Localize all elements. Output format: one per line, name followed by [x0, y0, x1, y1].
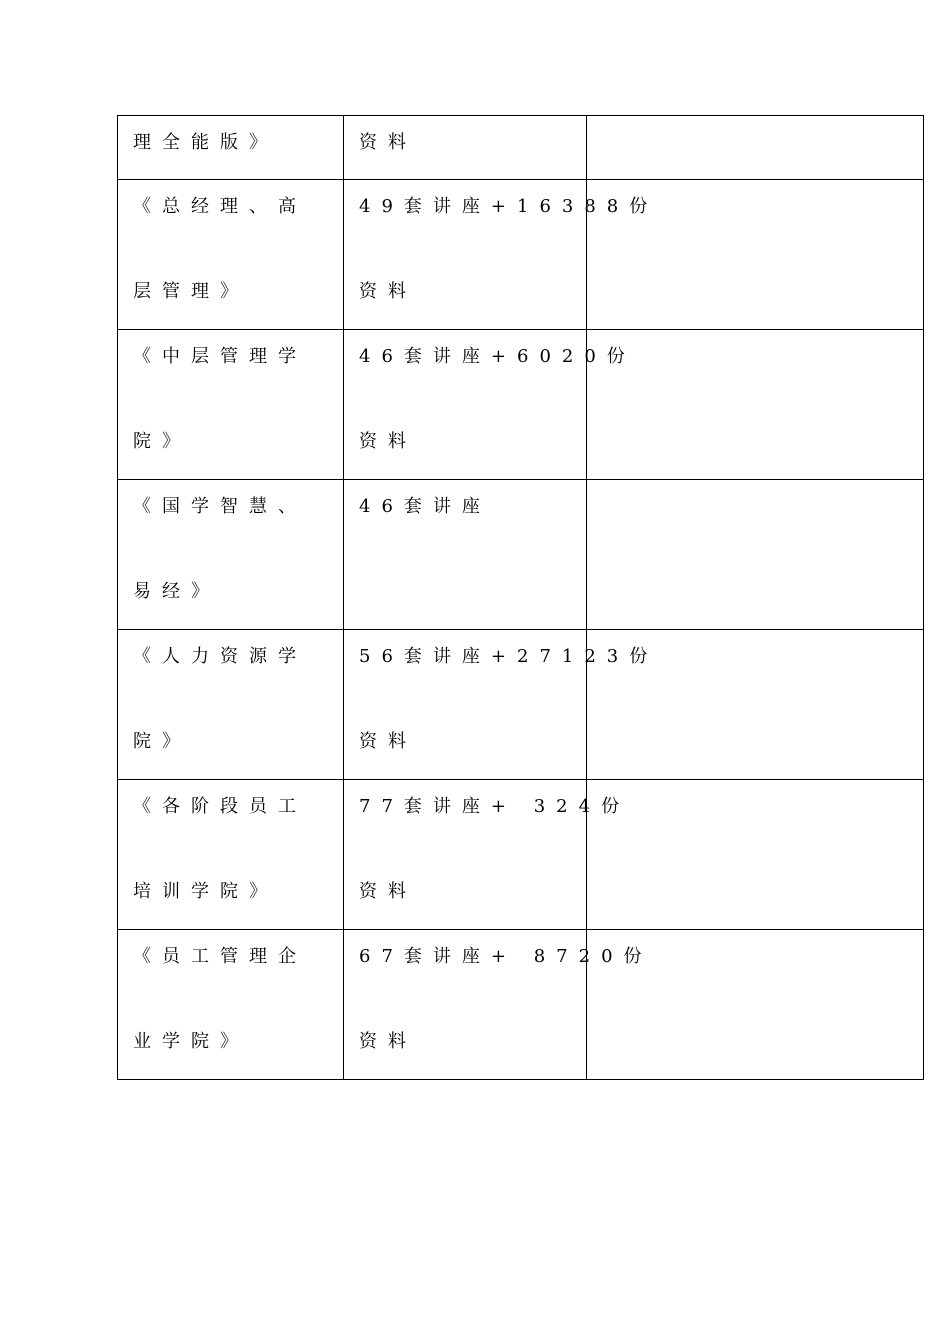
course-name-continuation: 易经》 [133, 581, 220, 602]
course-name-continuation: 业学院》 [133, 1031, 249, 1052]
course-name-cell [118, 116, 344, 180]
course-content-cell [344, 180, 659, 330]
note-cell [587, 780, 924, 930]
course-name: 《人力资源学 [133, 646, 307, 667]
course-content: 56套讲座+27123份 [359, 646, 659, 667]
course-name-continuation: 培训学院》 [133, 881, 278, 902]
course-content-continuation: 资料 [359, 731, 417, 752]
course-name: 《中层管理学 [133, 346, 307, 367]
table-row [118, 930, 924, 1080]
course-content: 49套讲座+16388份 [359, 196, 659, 217]
course-name-cell [118, 330, 344, 480]
course-name: 《各阶段员工 [133, 796, 307, 817]
course-content-continuation: 资料 [359, 1031, 417, 1052]
course-name: 《员工管理企 [133, 946, 307, 967]
course-content-cell [344, 930, 653, 1080]
table-row [118, 180, 924, 330]
table-row [118, 480, 924, 630]
course-name-continuation: 院》 [133, 731, 191, 752]
course-name: 《总经理、高 [133, 196, 307, 217]
course-content-cell [344, 630, 659, 780]
course-content: 77套讲座+ 324份 [359, 796, 631, 817]
course-name-cell [118, 930, 344, 1080]
course-content: 46套讲座+6020份 [359, 346, 636, 367]
course-content-cell [344, 780, 631, 930]
course-content: 46套讲座 [359, 496, 491, 517]
course-content: 67套讲座+ 8720份 [359, 946, 653, 967]
note-cell [587, 116, 924, 180]
course-content-continuation: 资料 [359, 881, 417, 902]
note-cell [587, 180, 924, 330]
course-content-cell [344, 116, 587, 180]
course-content-continuation: 资料 [359, 431, 417, 452]
table-row [118, 116, 924, 180]
course-name-cell [118, 480, 344, 630]
course-table [117, 115, 924, 1080]
course-name-continuation: 层管理》 [133, 281, 249, 302]
course-name-cell [118, 180, 344, 330]
course-content-cell [344, 480, 587, 630]
course-content: 资料 [359, 132, 417, 153]
course-name-cell [118, 630, 344, 780]
course-name-cell [118, 780, 344, 930]
note-cell [587, 330, 924, 480]
table-row [118, 630, 924, 780]
note-cell [587, 480, 924, 630]
table-row [118, 330, 924, 480]
course-content-continuation: 资料 [359, 281, 417, 302]
course-content-cell [344, 330, 636, 480]
note-cell [587, 630, 924, 780]
note-cell [587, 930, 924, 1080]
course-name-continuation: 院》 [133, 431, 191, 452]
table-row [118, 780, 924, 930]
course-name-continuation: 理全能版》 [133, 132, 278, 153]
course-name: 《国学智慧、 [133, 496, 307, 517]
